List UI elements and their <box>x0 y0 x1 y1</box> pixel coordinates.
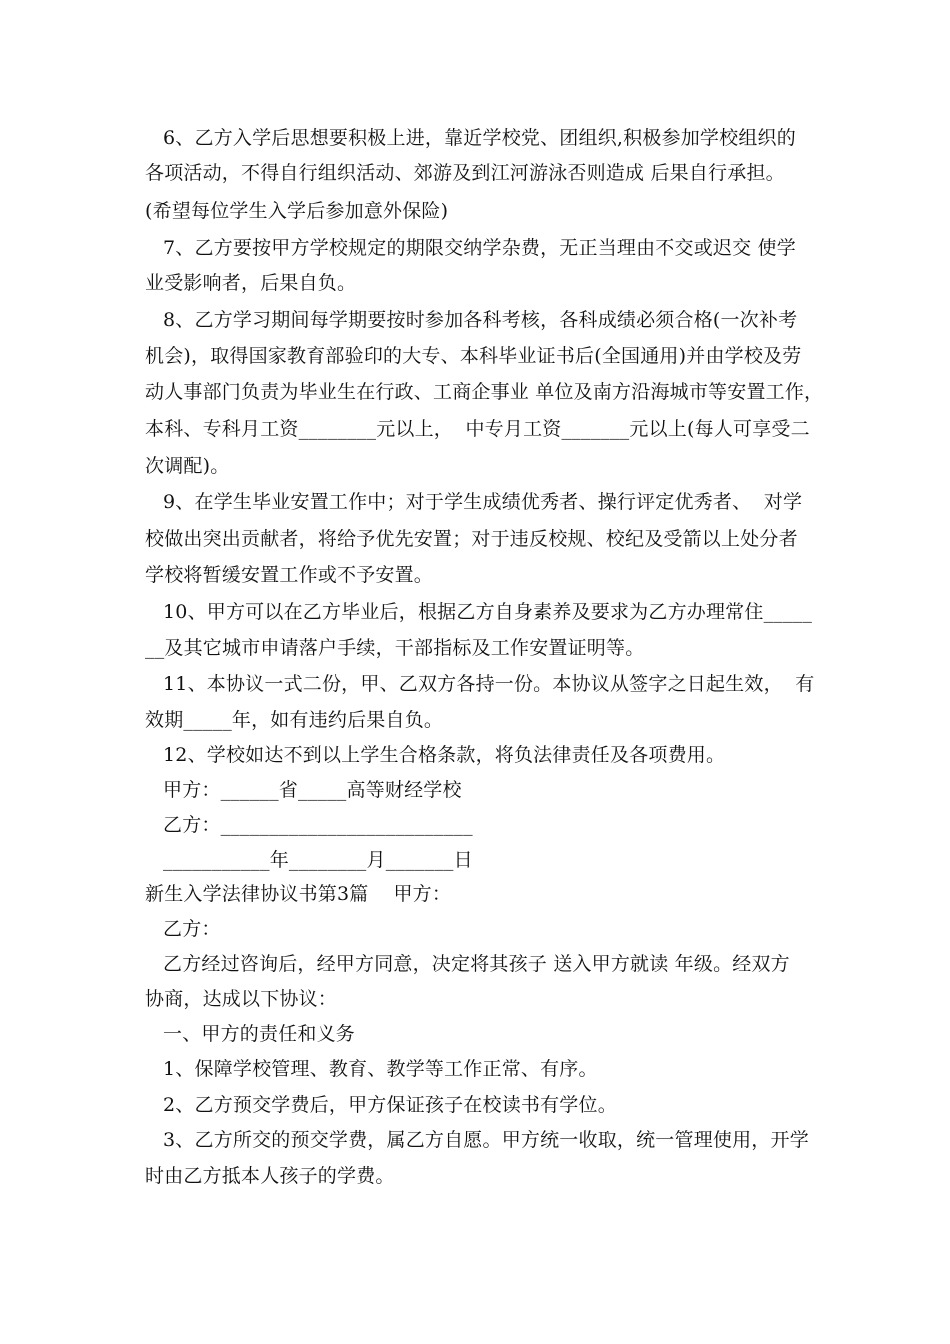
signature-date: ___________年________月_______日 <box>163 849 473 871</box>
text-line: 学校将暂缓安置工作或不予安置。 <box>145 564 434 586</box>
text-line: 业受影响者，后果自负。 <box>145 272 357 294</box>
text-line: __及其它城市申请落户手续，干部指标及工作安置证明等。 <box>145 637 645 659</box>
text-line: 一、甲方的责任和义务 <box>163 1023 356 1045</box>
text-line: 1、保障学校管理、教育、教学等工作正常、有序。 <box>163 1058 598 1080</box>
text-line: 协商，达成以下协议： <box>145 988 338 1010</box>
text-line: 8、乙方学习期间每学期要按时参加各科考核，各科成绩必须合格(一次补考 <box>163 309 798 331</box>
text-line: 校做出突出贡献者，将给予优先安置；对于违反校规、校纪及受箭以上处分者 <box>145 528 798 550</box>
text-line: 10、甲方可以在乙方毕业后，根据乙方自身素养及要求为乙方办理常住_____ <box>163 601 813 623</box>
text-line: 乙方经过咨询后，经甲方同意，决定将其孩子 送入甲方就读 年级。经双方 <box>163 953 790 975</box>
text-line: (希望每位学生入学后参加意外保险) <box>145 200 449 222</box>
text-line: 效期_____年，如有违约后果自负。 <box>145 709 444 731</box>
text-line: 次调配)。 <box>145 455 230 477</box>
text-line: 9、在学生毕业安置工作中；对于学生成绩优秀者、操行评定优秀者、 对学 <box>163 491 803 513</box>
text-line: 机会)，取得国家教育部验印的大专、本科毕业证书后(全国通用)并由学校及劳 <box>145 345 802 367</box>
text-line: 乙方： <box>163 918 221 940</box>
text-line: 2、乙方预交学费后，甲方保证孩子在校读书有学位。 <box>163 1094 617 1116</box>
text-line: 6、乙方入学后思想要积极上进，靠近学校党、团组织,积极参加学校组织的 <box>163 127 796 149</box>
text-line: 各项活动，不得自行组织活动、郊游及到江河游泳否则造成 后果自行承担。 <box>145 162 785 184</box>
text-line: 7、乙方要按甲方学校规定的期限交纳学杂费，无正当理由不交或迟交 使学 <box>163 237 796 259</box>
text-line: 3、乙方所交的预交学费，属乙方自愿。甲方统一收取，统一管理使用，开学 <box>163 1129 809 1151</box>
signature-party-a: 甲方：______省_____高等财经学校 <box>163 779 462 801</box>
text-line: 11、本协议一式二份，甲、乙双方各持一份。本协议从签字之日起生效， 有 <box>163 673 815 695</box>
text-line: 时由乙方抵本人孩子的学费。 <box>145 1165 395 1187</box>
text-line: 12、学校如达不到以上学生合格条款，将负法律责任及各项费用。 <box>163 744 726 766</box>
section-heading: 新生入学法律协议书第3篇 甲方： <box>145 883 452 905</box>
text-line: 动人事部门负责为毕业生在行政、工商企事业 单位及南方沿海城市等安置工作， <box>145 381 824 403</box>
signature-party-b: 乙方：__________________________ <box>163 814 473 836</box>
text-line: 本科、专科月工资________元以上， 中专月工资_______元以上(每人可享受二 <box>145 418 810 440</box>
